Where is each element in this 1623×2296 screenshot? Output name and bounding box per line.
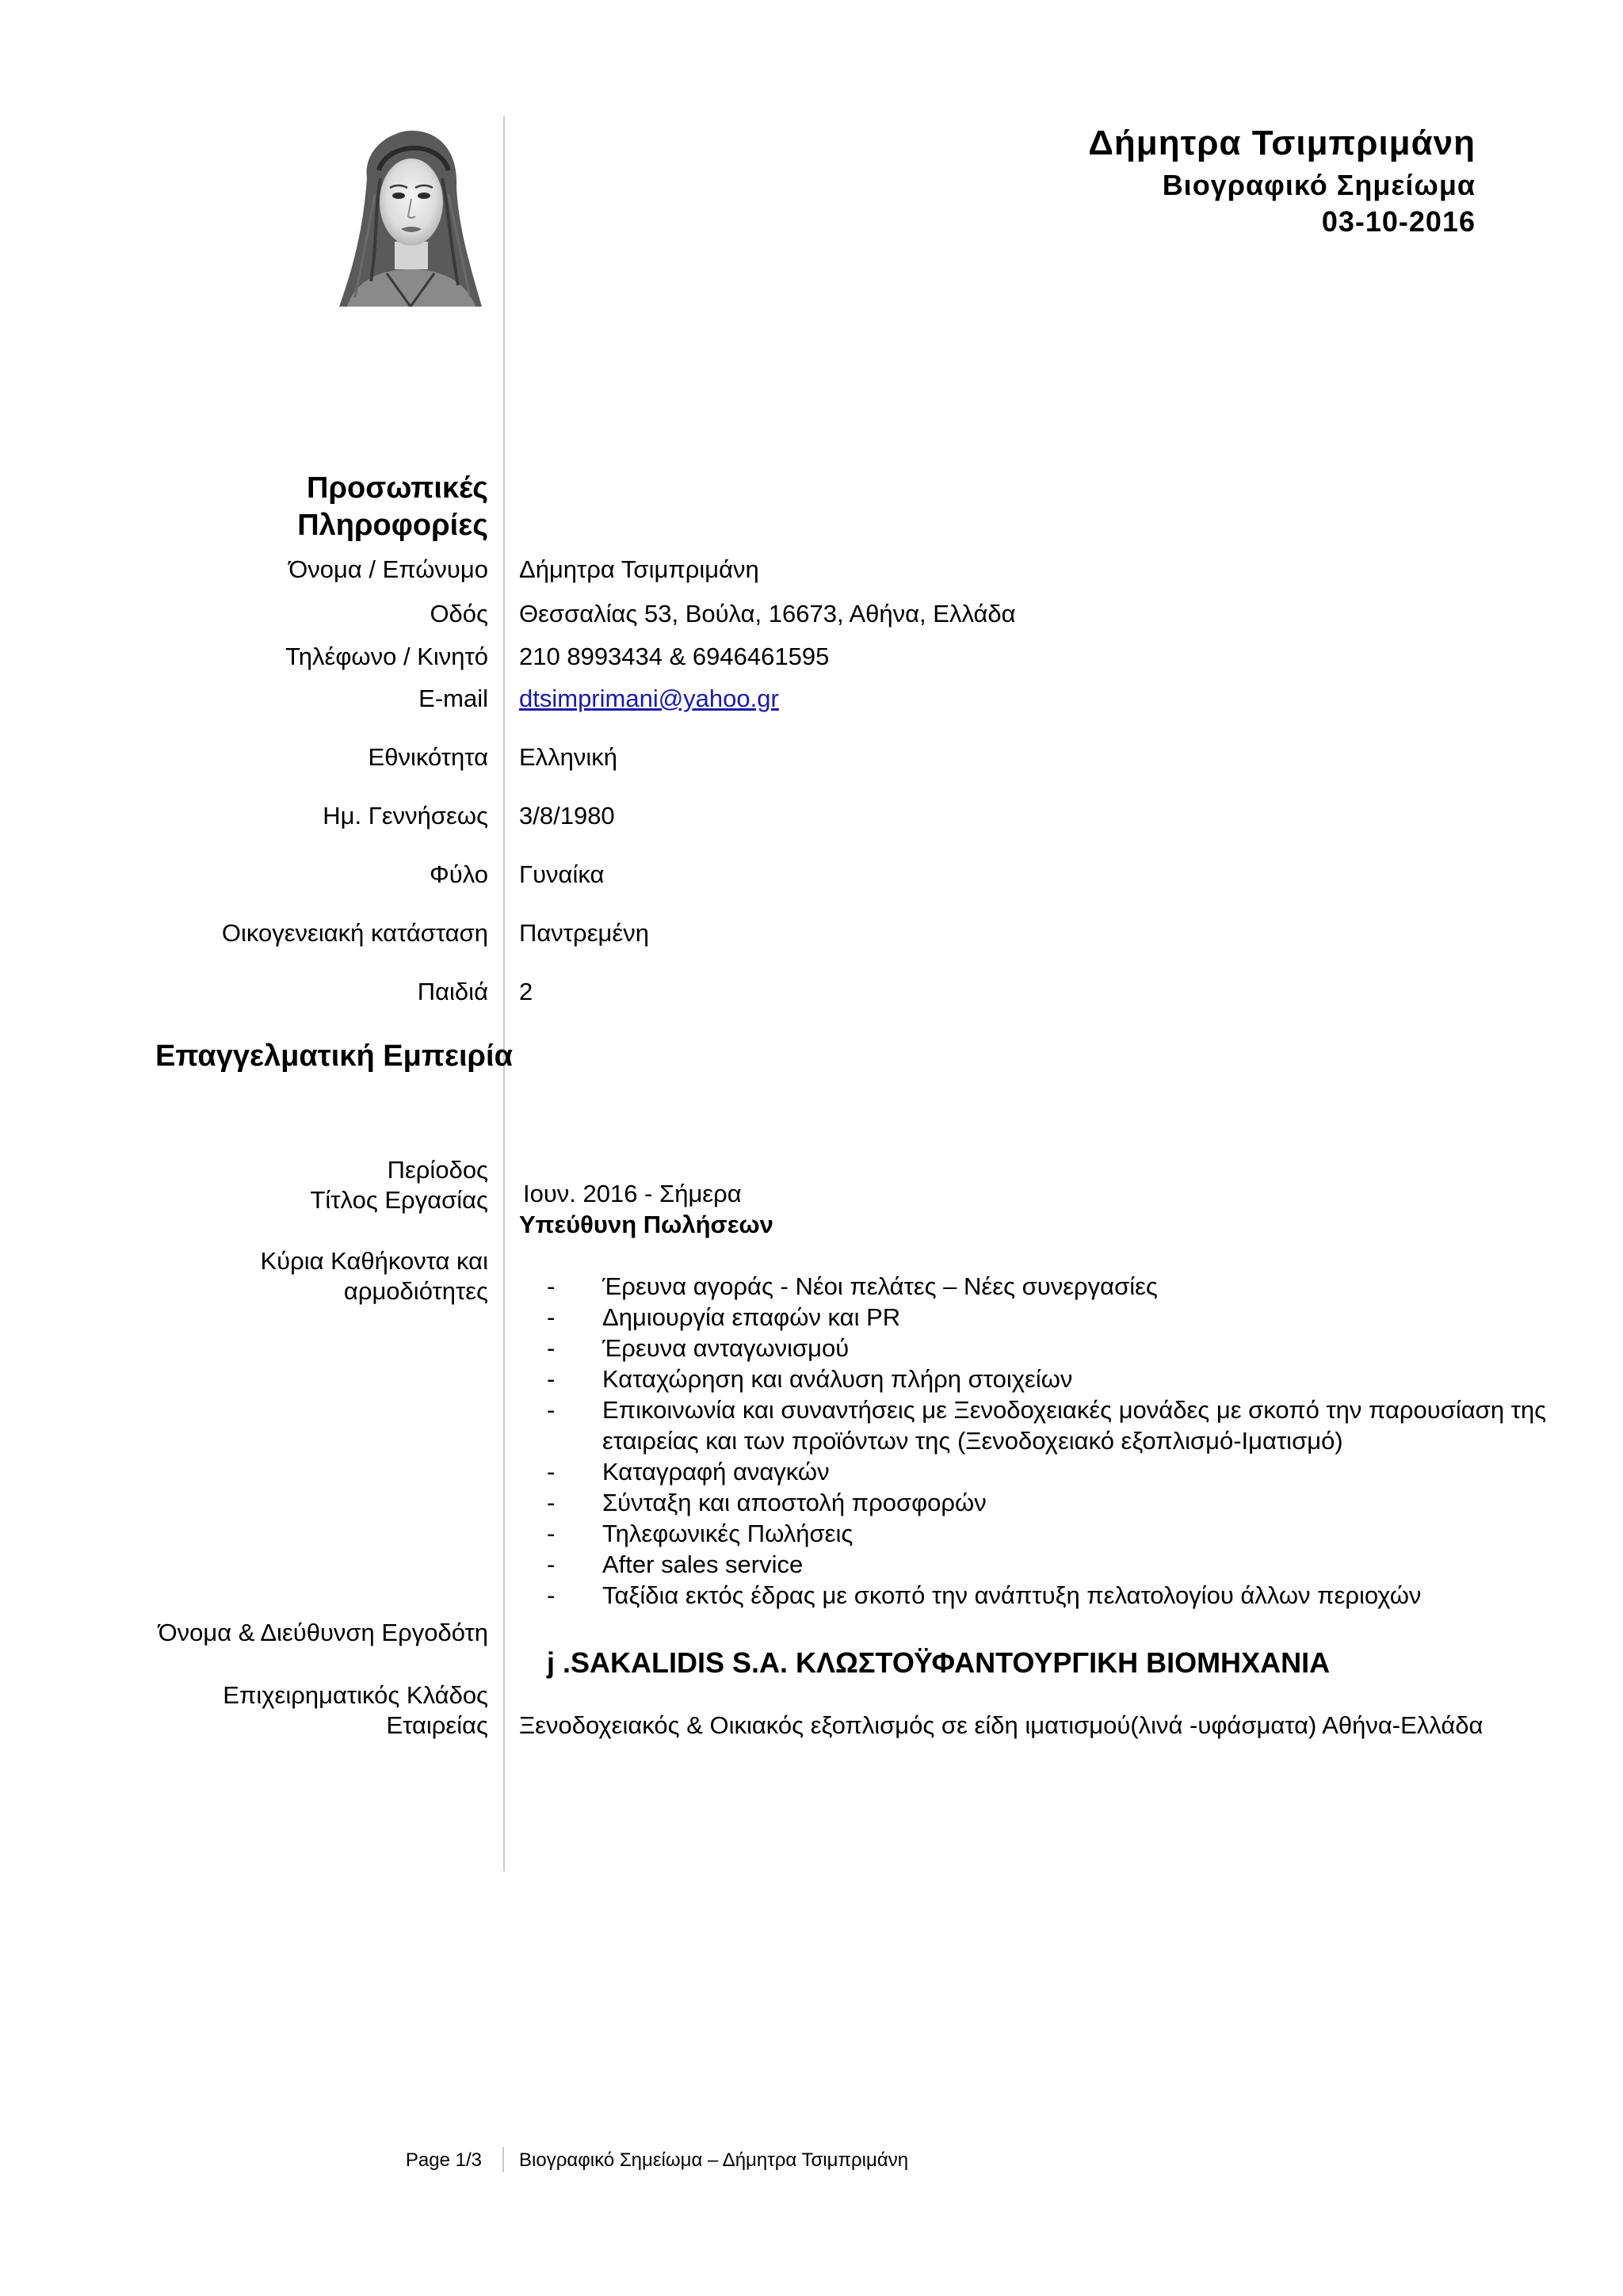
list-item: - Έρευνα ανταγωνισμού bbox=[547, 1334, 850, 1362]
value-nationality: Ελληνική bbox=[519, 743, 618, 771]
value-period: Ιουν. 2016 - Σήμερα bbox=[523, 1180, 742, 1207]
cv-owner-name: Δήμητρα Τσιμπριμάνη bbox=[1088, 124, 1476, 162]
label-phone: Τηλέφωνο / Κινητό bbox=[285, 643, 488, 670]
label-job-title: Τίτλος Εργασίας bbox=[310, 1186, 488, 1214]
list-item: - Καταγραφή αναγκών bbox=[547, 1458, 830, 1486]
value-street: Θεσσαλίας 53, Βούλα, 16673, Αθήνα, Ελλάδα bbox=[519, 600, 1016, 627]
value-phone: 210 8993434 & 6946461595 bbox=[519, 643, 830, 670]
label-sector-line1: Επιχειρηματικός Κλάδος bbox=[223, 1681, 488, 1709]
list-item: - Τηλεφωνικές Πωλήσεις bbox=[547, 1520, 854, 1547]
label-sector-line2: Εταιρείας bbox=[386, 1711, 488, 1739]
footer-text: Βιογραφικό Σημείωμα – Δήμητρα Τσιμπριμάνη bbox=[519, 2149, 909, 2171]
label-period: Περίοδος bbox=[387, 1156, 488, 1184]
footer-page-number: Page 1/3 bbox=[405, 2149, 482, 2171]
list-item: - Επικοινωνία και συναντήσεις με Ξενοδοχειακές μονάδες με σκοπό την παρουσίαση της εταιρείας και των προϊόντων της (Ξενοδοχειακό εξοπλισμό-Ιματισμό) bbox=[547, 1396, 1547, 1455]
section-title-personal: Προσωπικές Πληροφορίες bbox=[297, 471, 488, 542]
value-fullname: Δήμητρα Τσιμπριμάνη bbox=[519, 555, 759, 583]
label-duties-line2: αρμοδιότητες bbox=[343, 1277, 488, 1305]
label-employer: Όνομα & Διεύθυνση Εργοδότη bbox=[158, 1619, 488, 1646]
label-email: E-mail bbox=[418, 685, 488, 712]
list-item: - After sales service bbox=[547, 1550, 804, 1578]
email-link[interactable]: dtsimprimani@yahoo.gr bbox=[519, 685, 779, 712]
profile-photo bbox=[331, 123, 490, 307]
list-item: - Καταχώρηση και ανάλυση πλήρη στοιχείων bbox=[547, 1365, 1073, 1393]
section-title-experience: Επαγγελματική Εμπειρία bbox=[155, 1039, 513, 1073]
list-item: - Δημιουργία επαφών και PR bbox=[547, 1303, 901, 1331]
cv-date: 03-10-2016 bbox=[1321, 205, 1476, 238]
value-sector: Ξενοδοχειακός & Οικιακός εξοπλισμός σε είδη ιματισμού(λινά -υφάσματα) Αθήνα-Ελλάδα bbox=[519, 1711, 1484, 1739]
footer-divider bbox=[502, 2147, 504, 2172]
label-street: Οδός bbox=[430, 600, 488, 627]
duties-list bbox=[547, 1271, 1546, 1611]
value-marital-status: Παντρεμένη bbox=[519, 919, 649, 947]
column-divider bbox=[503, 116, 505, 1871]
value-children: 2 bbox=[519, 978, 533, 1005]
label-birthdate: Ημ. Γεννήσεως bbox=[323, 802, 488, 830]
value-birthdate: 3/8/1980 bbox=[519, 802, 615, 830]
label-children: Παιδιά bbox=[417, 978, 488, 1005]
cv-subtitle: Βιογραφικό Σημείωμα bbox=[1162, 169, 1476, 201]
label-marital-status: Οικογενειακή κατάσταση bbox=[221, 919, 488, 947]
label-duties-line1: Κύρια Καθήκοντα και bbox=[260, 1247, 488, 1275]
label-fullname: Όνομα / Επώνυμο bbox=[288, 555, 488, 583]
list-item: - Ταξίδια εκτός έδρας με σκοπό την ανάπτυξη πελατολογίου άλλων περιοχών bbox=[547, 1581, 1422, 1609]
value-employer: j .SAKALIDIS S.A. ΚΛΩΣΤΟΫΦΑΝΤΟΥΡΓΙΚΗ ΒΙΟΜΗΧΑΝΙΑ bbox=[547, 1646, 1331, 1679]
value-gender: Γυναίκα bbox=[519, 860, 605, 888]
list-item: - Έρευνα αγοράς - Νέοι πελάτες – Νέες συνεργασίες bbox=[547, 1272, 1158, 1300]
label-nationality: Εθνικότητα bbox=[368, 743, 488, 771]
label-gender: Φύλο bbox=[430, 860, 488, 888]
list-item: - Σύνταξη και αποστολή προσφορών bbox=[547, 1489, 987, 1516]
value-job-title: Υπεύθυνη Πωλήσεων bbox=[519, 1211, 773, 1238]
